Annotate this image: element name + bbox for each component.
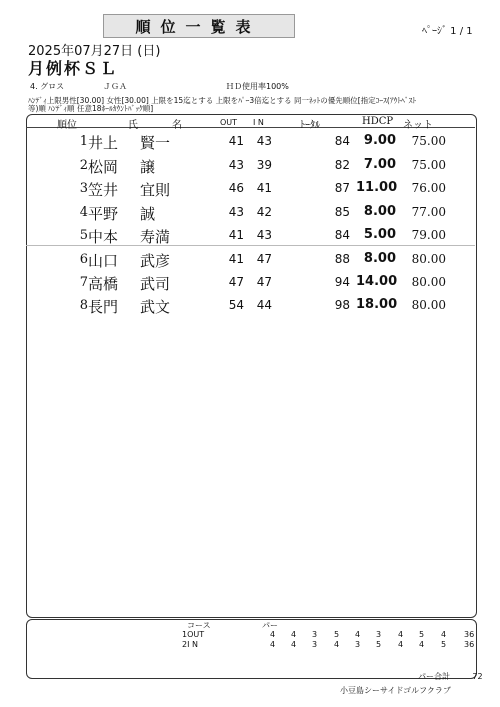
surname-cell: 笠井 bbox=[88, 181, 119, 199]
net-score-cell: 75.00 bbox=[411, 134, 446, 148]
in-score-cell: 44 bbox=[256, 298, 272, 312]
hole-par: 5 bbox=[441, 640, 447, 649]
out-score-cell: 43 bbox=[228, 205, 244, 219]
hdcp-cell: 8.00 bbox=[363, 204, 396, 219]
out-score-cell: 43 bbox=[228, 158, 244, 172]
hd-usage-rate: ＨＤ使用率100% bbox=[226, 82, 289, 91]
par-total-label: パー合計 bbox=[418, 672, 450, 681]
column-rank: 順位 bbox=[57, 120, 77, 131]
hole-par: 4 bbox=[291, 640, 297, 649]
given-name-cell: 譲 bbox=[140, 158, 156, 176]
rank-cell: 5 bbox=[79, 228, 88, 243]
in-score-cell: 43 bbox=[256, 228, 272, 242]
course-par-box bbox=[26, 619, 477, 679]
hole-par: 5 bbox=[419, 630, 425, 639]
column-net: ネット bbox=[403, 120, 433, 131]
column-total: ﾄｰﾀﾙ bbox=[300, 120, 320, 131]
hdcp-cell: 7.00 bbox=[363, 157, 396, 172]
column-hdcp: HDCP bbox=[362, 116, 394, 127]
column-in: I N bbox=[253, 118, 264, 127]
page-number: ﾍﾟｰｼﾞ 1 / 1 bbox=[422, 26, 473, 37]
net-score-cell: 76.00 bbox=[411, 181, 446, 195]
out-score-cell: 54 bbox=[228, 298, 244, 312]
table-row bbox=[0, 202, 500, 226]
given-name-cell: 宜則 bbox=[140, 181, 171, 199]
table-row bbox=[0, 249, 500, 273]
hole-par: 3 bbox=[355, 640, 361, 649]
total-score-cell: 82 bbox=[334, 158, 350, 172]
column-name-surname: 氏 bbox=[128, 120, 138, 131]
column-name-given: 名 bbox=[172, 120, 182, 131]
net-score-cell: 75.00 bbox=[411, 158, 446, 172]
hole-par: 3 bbox=[312, 640, 318, 649]
surname-cell: 井上 bbox=[88, 134, 119, 152]
rank-cell: 4 bbox=[79, 205, 88, 220]
rank-cell: 2 bbox=[79, 158, 88, 173]
course-name: 2I N bbox=[182, 640, 198, 649]
total-score-cell: 94 bbox=[334, 275, 350, 289]
given-name-cell: 誠 bbox=[140, 205, 156, 223]
total-score-cell: 85 bbox=[334, 205, 350, 219]
hole-par: 4 bbox=[291, 630, 297, 639]
hdcp-cell: 14.00 bbox=[356, 274, 398, 289]
in-score-cell: 41 bbox=[256, 181, 272, 195]
hole-par: 3 bbox=[376, 630, 382, 639]
hole-par: 5 bbox=[334, 630, 340, 639]
in-score-cell: 42 bbox=[256, 205, 272, 219]
hole-par: 4 bbox=[270, 640, 276, 649]
given-name-cell: 武文 bbox=[140, 298, 171, 316]
rank-cell: 6 bbox=[79, 252, 88, 267]
hdcp-cell: 11.00 bbox=[356, 180, 398, 195]
handicap-note-line2: 等)順 ﾊﾝﾃﾞｨ順 任意18ﾎｰﾙｶｳﾝﾄﾊﾞｯｸ順] bbox=[28, 104, 154, 113]
event-name: 月例杯ＳＬ bbox=[28, 59, 119, 78]
hole-par: 4 bbox=[398, 640, 404, 649]
course-par-sum: 36 bbox=[464, 630, 475, 639]
event-date: 2025年07月27日 (日) bbox=[28, 44, 161, 59]
course-label: コース bbox=[187, 621, 211, 630]
given-name-cell: 武彦 bbox=[140, 252, 171, 270]
net-score-cell: 79.00 bbox=[411, 228, 446, 242]
table-row bbox=[0, 155, 500, 179]
table-row bbox=[0, 295, 500, 319]
hdcp-cell: 5.00 bbox=[363, 227, 396, 242]
surname-cell: 山口 bbox=[88, 252, 119, 270]
rank-cell: 7 bbox=[79, 275, 88, 290]
total-score-cell: 84 bbox=[334, 228, 350, 242]
hdcp-cell: 8.00 bbox=[363, 251, 396, 266]
hdcp-cell: 9.00 bbox=[363, 133, 396, 148]
page-title: 順位一覧表 bbox=[135, 18, 261, 36]
rank-cell: 3 bbox=[79, 181, 88, 196]
net-score-cell: 80.00 bbox=[411, 275, 446, 289]
net-score-cell: 80.00 bbox=[411, 298, 446, 312]
total-score-cell: 98 bbox=[334, 298, 350, 312]
hole-par: 4 bbox=[398, 630, 404, 639]
total-score-cell: 84 bbox=[334, 134, 350, 148]
par-label: パー bbox=[262, 621, 278, 630]
rank-cell: 1 bbox=[79, 134, 88, 149]
in-score-cell: 47 bbox=[256, 252, 272, 266]
out-score-cell: 41 bbox=[228, 252, 244, 266]
scoring-type: 4. グロス bbox=[30, 82, 65, 91]
out-score-cell: 41 bbox=[228, 228, 244, 242]
surname-cell: 長門 bbox=[88, 298, 119, 316]
surname-cell: 高橋 bbox=[88, 275, 119, 293]
rule-org: ＪＧＡ bbox=[103, 82, 127, 91]
course-par-sum: 36 bbox=[464, 640, 475, 649]
handicap-note-line1: ﾊﾝﾃﾞｨ上限男性[30.00] 女性[30.00] 上限を15迄とする 上限をﾊﾟｰ3倍迄とする 同一ﾈｯﾄの優先順位[指定ｺｰｽ(ｱｳﾄﾍﾞｽﾄ bbox=[28, 96, 417, 105]
hole-par: 5 bbox=[376, 640, 382, 649]
given-name-cell: 賢一 bbox=[140, 134, 171, 152]
net-score-cell: 77.00 bbox=[411, 205, 446, 219]
rank-cell: 8 bbox=[79, 298, 88, 313]
out-score-cell: 41 bbox=[228, 134, 244, 148]
surname-cell: 中本 bbox=[88, 228, 119, 246]
hole-par: 4 bbox=[419, 640, 425, 649]
column-out: OUT bbox=[220, 118, 238, 127]
out-score-cell: 46 bbox=[228, 181, 244, 195]
table-row bbox=[0, 225, 500, 249]
table-row bbox=[0, 178, 500, 202]
in-score-cell: 39 bbox=[256, 158, 272, 172]
par-total-value: 72 bbox=[472, 672, 483, 681]
given-name-cell: 武司 bbox=[140, 275, 171, 293]
club-name: 小豆島シーサイドゴルフクラブ bbox=[340, 686, 451, 695]
hdcp-cell: 18.00 bbox=[356, 297, 398, 312]
given-name-cell: 寿満 bbox=[140, 228, 171, 246]
total-score-cell: 88 bbox=[334, 252, 350, 266]
surname-cell: 平野 bbox=[88, 205, 119, 223]
hole-par: 4 bbox=[355, 630, 361, 639]
out-score-cell: 47 bbox=[228, 275, 244, 289]
net-score-cell: 80.00 bbox=[411, 252, 446, 266]
table-row bbox=[0, 272, 500, 296]
hole-par: 4 bbox=[270, 630, 276, 639]
in-score-cell: 43 bbox=[256, 134, 272, 148]
total-score-cell: 87 bbox=[334, 181, 350, 195]
in-score-cell: 47 bbox=[256, 275, 272, 289]
par-total bbox=[418, 671, 483, 682]
table-row bbox=[0, 131, 500, 155]
hole-par: 4 bbox=[441, 630, 447, 639]
course-name: 1OUT bbox=[182, 630, 205, 639]
hole-par: 3 bbox=[312, 630, 318, 639]
hole-par: 4 bbox=[334, 640, 340, 649]
surname-cell: 松岡 bbox=[88, 158, 119, 176]
